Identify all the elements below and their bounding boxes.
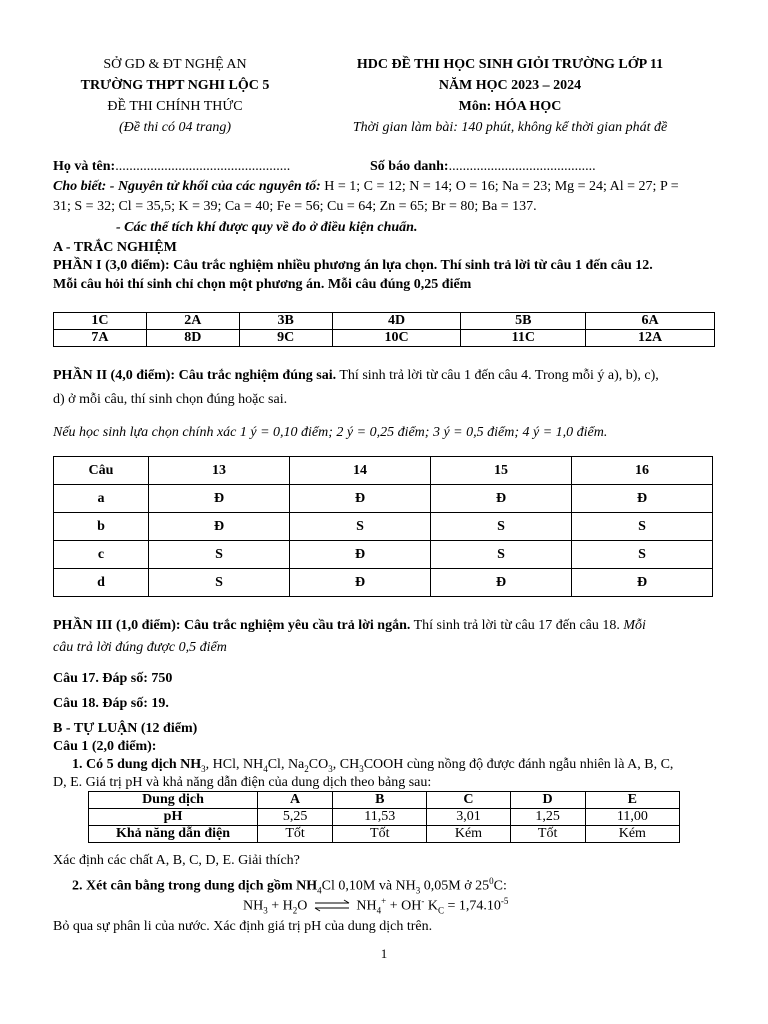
- item2-text-b: Cl 0,10M và NH: [321, 878, 416, 894]
- part3-title: [53, 616, 715, 636]
- item1-text-a: 1. Có 5 dung dịch NH: [72, 757, 202, 772]
- answer-cell: 8D: [146, 330, 239, 347]
- part2-rest: Thí sinh trả lời từ câu 1 đến câu 4. Trong mỗi ý a), b), c),: [336, 368, 659, 383]
- value-cell: Tốt: [333, 826, 427, 843]
- table-row: [54, 485, 713, 513]
- answer-cell: Đ: [572, 485, 713, 513]
- item1-text-b: , HCl, NH: [205, 757, 264, 772]
- value-cell: Kém: [585, 826, 679, 843]
- item1-text-d: CO: [308, 757, 329, 772]
- part1-answer-table: [53, 312, 715, 347]
- header-cell: E: [585, 792, 679, 809]
- school-year: NĂM HỌC 2023 – 2024: [438, 78, 582, 93]
- answer-cell: S: [572, 513, 713, 541]
- answer-cell: Đ: [290, 541, 431, 569]
- cau1-title: Câu 1 (2,0 điểm):: [53, 739, 157, 754]
- answer-cell: Đ: [290, 569, 431, 597]
- exam-status: ĐỀ THI CHÍNH THỨC: [107, 99, 243, 114]
- value-cell: Tốt: [258, 826, 333, 843]
- answer-cell: Đ: [431, 485, 572, 513]
- eq-oh: + OH: [386, 898, 422, 914]
- table-row: [89, 809, 680, 826]
- answer-cell: S: [431, 513, 572, 541]
- eq-k-value: = 1,74.10: [443, 898, 501, 914]
- part2-bold: PHẦN II (4,0 điểm): Câu trắc nghiệm đúng sai.: [53, 368, 337, 383]
- header-cell: 15: [431, 457, 572, 485]
- table-row: [54, 313, 715, 330]
- answer-cell: 3B: [239, 313, 332, 330]
- row-label: Khả năng dẫn điện: [89, 826, 258, 843]
- eq-water-o: O: [297, 898, 308, 914]
- table-row: [54, 457, 713, 485]
- part2-title: [53, 366, 715, 386]
- cau1-question: Xác định các chất A, B, C, D, E. Giải thích?: [53, 853, 300, 868]
- header-cell: Câu: [54, 457, 149, 485]
- answer-cell: 4D: [332, 313, 461, 330]
- header-left: [40, 54, 310, 138]
- answer-cell: 12A: [586, 330, 715, 347]
- item1-text-f: COOH cùng nồng độ được đánh ngẫu nhiên là A, B, C,: [363, 757, 674, 772]
- cau1-item1: 1. Có 5 dung dịch $NH_3$, HCl, $NH_4Cl$, $Na_2CO_3$, $CH_3COOH$ cùng nồng độ được đánh ngẫu nhiên là A, B, C,: [72, 757, 674, 774]
- part3-line2: câu trả lời đúng được 0,5 điểm: [53, 640, 227, 655]
- eq-water-h: + H: [267, 898, 293, 914]
- item1-text-c: Cl, Na: [267, 757, 305, 772]
- row-label: c: [54, 541, 149, 569]
- item2-text-a: 2. Xét cân bằng trong dung dịch gồm NH: [72, 878, 318, 894]
- part-b-title: B - TỰ LUẬN (12 điểm): [53, 721, 198, 736]
- row-label: d: [54, 569, 149, 597]
- header-cell: 14: [290, 457, 431, 485]
- part1-line2: Mỗi câu hỏi thí sinh chỉ chọn một phương án. Mỗi câu đúng 0,25 điểm: [53, 277, 472, 292]
- atomic-mass-line-1: [53, 177, 715, 197]
- answer-cell: Đ: [431, 569, 572, 597]
- part2-answer-table: [53, 456, 713, 597]
- header-cell: A: [258, 792, 333, 809]
- answer-cell: S: [572, 541, 713, 569]
- subject: Môn: HÓA HỌC: [458, 99, 562, 114]
- table-row: [89, 792, 680, 809]
- atomic-mass-1: H = 1; C = 12; N = 14; O = 16; Na = 23; Mg = 24; Al = 27; P =: [320, 179, 679, 194]
- header-cell: 16: [572, 457, 713, 485]
- answer-cell: 7A: [54, 330, 147, 347]
- answer-cell: S: [149, 569, 290, 597]
- value-cell: 5,25: [258, 809, 333, 826]
- answer-cell: 10C: [332, 330, 461, 347]
- value-cell: 11,00: [585, 809, 679, 826]
- question-18: Câu 18. Đáp số: 19.: [53, 696, 169, 711]
- row-label: b: [54, 513, 149, 541]
- table-row: [89, 826, 680, 843]
- eq-nh4: NH: [356, 898, 377, 914]
- answer-cell: 2A: [146, 313, 239, 330]
- eq-k-label: K: [424, 898, 438, 914]
- answer-cell: 5B: [461, 313, 586, 330]
- value-cell: 11,53: [333, 809, 427, 826]
- part2-line2: d) ở mỗi câu, thí sinh chọn đúng hoặc sai.: [53, 392, 288, 407]
- ph-conductivity-table: [88, 791, 680, 843]
- cau1-item1-line2: D, E. Giá trị pH và khả năng dẫn điện của dung dịch theo bảng sau:: [53, 775, 432, 790]
- name-label: Họ và tên:: [53, 159, 116, 174]
- value-cell: Kém: [427, 826, 510, 843]
- item2-text-d: C:: [493, 878, 507, 894]
- equilibrium-arrow-icon: [313, 899, 351, 913]
- row-label: a: [54, 485, 149, 513]
- answer-cell: 1C: [54, 313, 147, 330]
- header-right: [300, 54, 720, 138]
- cau1-last-line: Bỏ qua sự phân li của nước. Xác định giá trị pH của dung dịch trên.: [53, 919, 433, 934]
- time-note: Thời gian làm bài: 140 phút, không kể thời gian phát đề: [352, 120, 668, 135]
- item2-text-c: 0,05M ở 25: [420, 878, 490, 894]
- student-info-line: [53, 157, 715, 177]
- header-cell: 13: [149, 457, 290, 485]
- cau1-item2: 2. Xét cân bằng trong dung dịch gồm $NH_4Cl$ 0,10M và $NH_3$ 0,05M ở $25^0C$:: [72, 876, 507, 896]
- equilibrium-equation: $NH_3 + H_2O$ $NH_4^+ + OH^-$ $K_C = 1,74.10^{-5}$: [243, 896, 509, 916]
- answer-cell: S: [290, 513, 431, 541]
- gas-note: - Các thể tích khí được quy về đo ở điều kiện chuẩn.: [116, 220, 418, 235]
- table-row: [54, 569, 713, 597]
- question-17: Câu 17. Đáp số: 750: [53, 671, 173, 686]
- answer-cell: 6A: [586, 313, 715, 330]
- sbd-dots: ..........................................: [448, 159, 596, 174]
- eq-nh3: NH: [243, 898, 264, 914]
- value-cell: 3,01: [427, 809, 510, 826]
- school-name: TRƯỜNG THPT NGHI LỘC 5: [80, 78, 270, 93]
- answer-cell: Đ: [290, 485, 431, 513]
- part3-rest: Thí sinh trả lời từ câu 17 đến câu 18.: [410, 618, 620, 633]
- answer-cell: 11C: [461, 330, 586, 347]
- part3-italic: Mỗi: [619, 618, 646, 633]
- part-a-title: A - TRẮC NGHIỆM: [53, 240, 177, 255]
- header-cell: D: [510, 792, 585, 809]
- eq-k-exponent: -5: [500, 896, 509, 906]
- part1-title: PHẦN I (3,0 điểm): Câu trắc nghiệm nhiều phương án lựa chọn. Thí sinh trả lời từ câu 1 đến câu 12.: [53, 258, 653, 273]
- name-dots: ..................................................: [115, 159, 291, 174]
- table-row: [54, 513, 713, 541]
- row-label: pH: [89, 809, 258, 826]
- answer-cell: Đ: [149, 513, 290, 541]
- table-row: [54, 330, 715, 347]
- dept-name: SỞ GD & ĐT NGHỆ AN: [103, 57, 247, 72]
- header-cell: Dung dịch: [89, 792, 258, 809]
- page-count-note: (Đề thi có 04 trang): [119, 120, 231, 135]
- exam-title: HDC ĐỀ THI HỌC SINH GIỎI TRƯỜNG LỚP 11: [356, 57, 664, 72]
- table-row: [54, 541, 713, 569]
- header-cell: C: [427, 792, 510, 809]
- given-label: Cho biết: - Nguyên tử khối của các nguyên tố:: [53, 179, 321, 194]
- item1-text-e: , CH: [332, 757, 360, 772]
- value-cell: 1,25: [510, 809, 585, 826]
- part2-note: Nếu học sinh lựa chọn chính xác 1 ý = 0,10 điểm; 2 ý = 0,25 điểm; 3 ý = 0,5 điểm; 4 ý = 1,0 điểm.: [53, 425, 608, 440]
- sbd-label: Số báo danh:: [370, 159, 449, 174]
- answer-cell: Đ: [572, 569, 713, 597]
- atomic-mass-2: 31; S = 32; Cl = 35,5; K = 39; Ca = 40; Fe = 56; Cu = 64; Zn = 65; Br = 80; Ba = 137.: [53, 199, 537, 214]
- value-cell: Tốt: [510, 826, 585, 843]
- answer-cell: S: [149, 541, 290, 569]
- answer-cell: 9C: [239, 330, 332, 347]
- page-number: 1: [380, 946, 388, 961]
- header-cell: B: [333, 792, 427, 809]
- answer-cell: S: [431, 541, 572, 569]
- part3-bold: PHẦN III (1,0 điểm): Câu trắc nghiệm yêu cầu trả lời ngắn.: [53, 618, 411, 633]
- answer-cell: Đ: [149, 485, 290, 513]
